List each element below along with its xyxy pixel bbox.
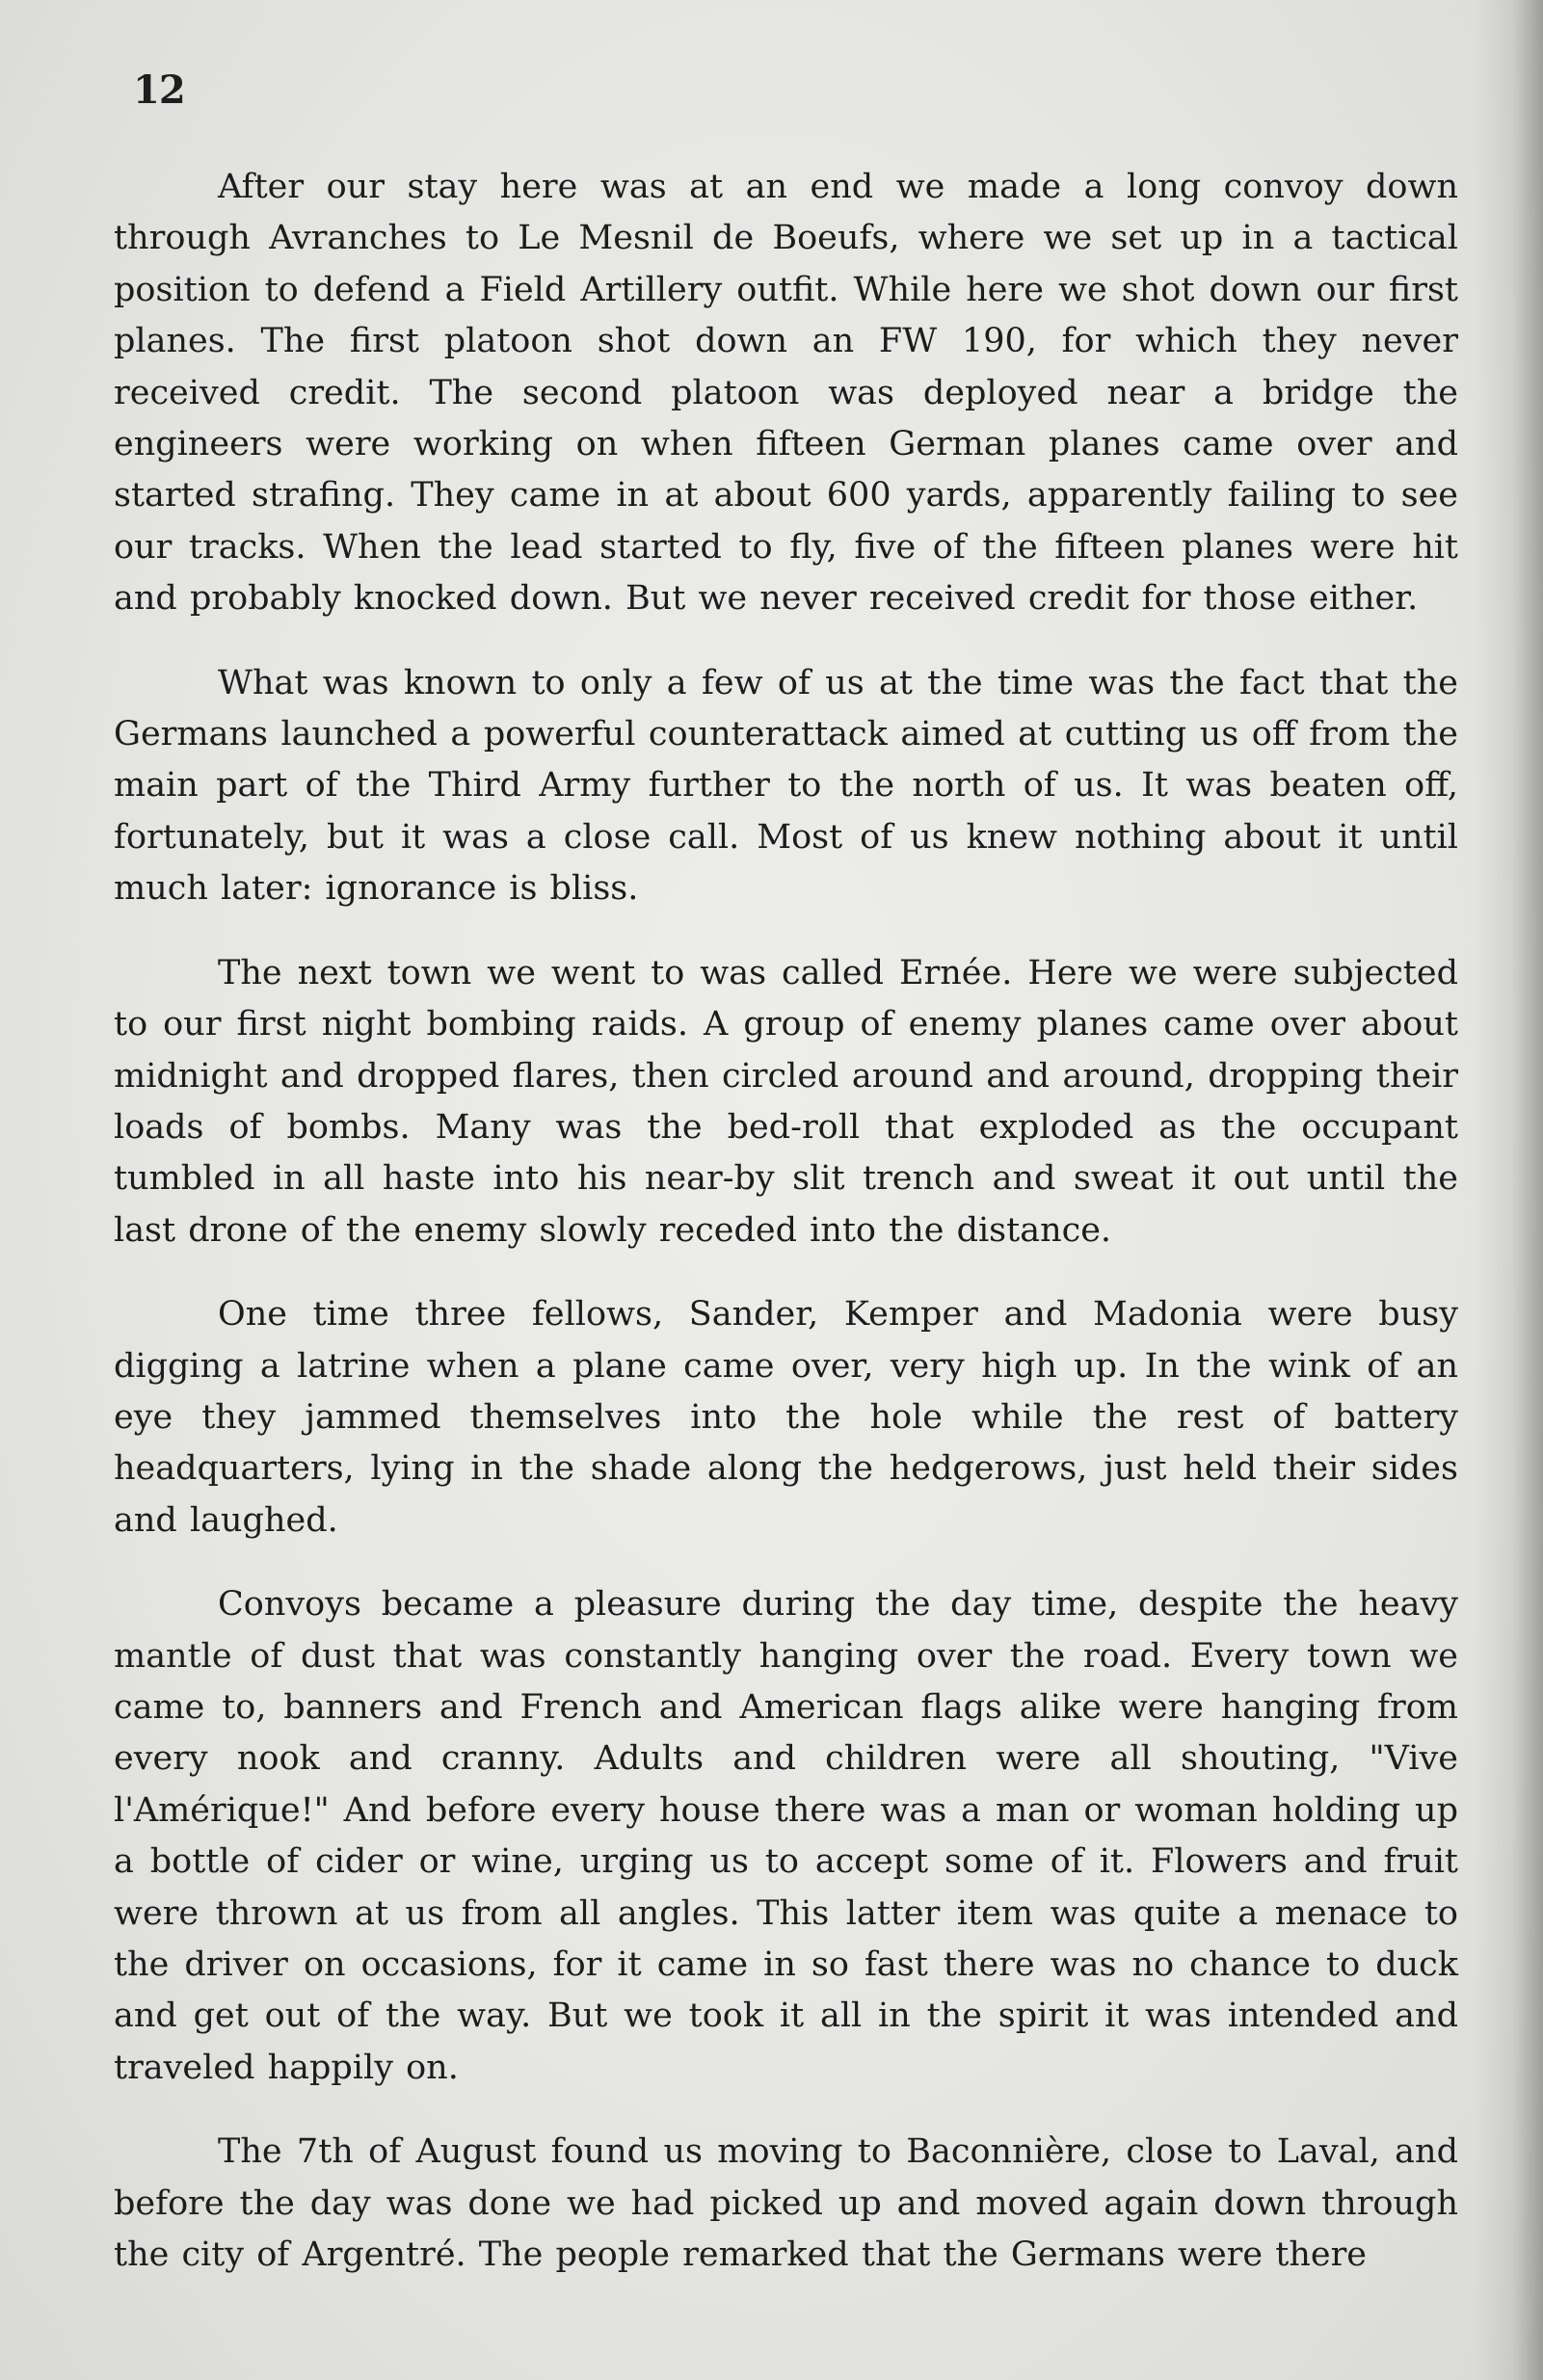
paragraph-counterattack: What was known to only a few of us at the time was the fact that the Germans launched a powerful counterattack aimed at cutting us off from the main part of the Third Army further to the north of us. It was beaten off, fortunately, but it was a close call. Most of us knew nothing about it until much later: ignorance is bliss. — [114, 663, 1458, 909]
paragraph-ernee-bombing: The next town we went to was called Ernée. Here we were subjected to our first night bombing raids. A group of enemy planes came over about midnight and dropped flares, then circled around and around, dropping their loads of bombs. Many was the bed-roll that exploded as the occupant tumbled in all haste into his near-by slit trench and sweat it out until the last drone of the enemy slowly receded into the distance. — [114, 953, 1458, 1250]
body-text — [114, 162, 1458, 2314]
page-edge-shadow — [1476, 0, 1543, 2380]
paragraph-convoy-avranches: After our stay here was at an end we made a long convoy down through Avranches to Le Mesnil de Boeufs, where we set up in a tactical position to defend a Field Artillery outfit. While here we shot down our first planes. The first platoon shot down an FW 190, for which they never received credit. The second platoon was deployed near a bridge the engineers were working on when fifteen German planes came over and started strafing. They came in at about 600 yards, apparently failing to see our tracks. When the lead started to fly, five of the fifteen planes were hit and probably knocked down. But we never received credit for those either. — [114, 168, 1458, 619]
paragraph-latrine: One time three fellows, Sander, Kemper and Madonia were busy digging a latrine when a plane came over, very high up. In the wink of an eye they jammed themselves into the hole while the rest of battery headquarters, lying in the shade along the hedgerows, just held their sides and laughed. — [114, 1295, 1458, 1540]
paragraph-convoys-pleasure: Convoys became a pleasure during the day time, despite the heavy mantle of dust that was constantly hanging over the road. Every town we came to, banners and French and American flags alike were hanging from every nook and cranny. Adults and children were all shouting, "Vive l'Amérique!" And before every house there was a man or woman holding up a bottle of cider or wine, urging us to accept some of it. Flowers and fruit were thrown at us from all angles. This latter item was quite a menace to the driver on occasions, for it came in so fast there was no chance to duck and get out of the way. But we took it all in the spirit it was intended and traveled happily on. — [114, 1585, 1458, 2087]
page-number: 12 — [133, 67, 185, 113]
paragraph-baconniere: The 7th of August found us moving to Baconnière, close to Laval, and before the day was done we had picked up and moved again down through the city of Argentré. The people remarked that the Germans were there — [114, 2132, 1458, 2275]
